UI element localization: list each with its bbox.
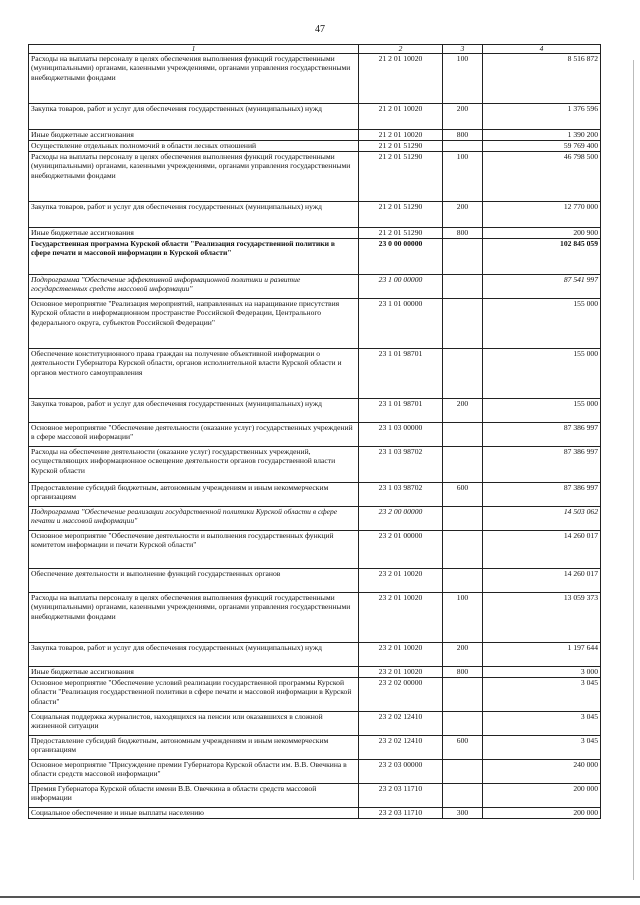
row-name: Расходы на обеспечение деятельности (оказание услуг) государственных учреждений, осуществляющих информационное освещение деятельности органов государственной власти Курской области [29, 447, 359, 483]
table-row [29, 299, 601, 349]
row-expense-type: 100 [443, 593, 483, 643]
row-amount: 200 000 [483, 784, 601, 808]
row-expense-type: 600 [443, 483, 483, 507]
row-amount: 1 390 200 [483, 130, 601, 141]
row-amount: 240 000 [483, 760, 601, 784]
row-code: 23 1 01 98701 [359, 399, 443, 423]
row-expense-type [443, 531, 483, 569]
row-amount: 87 386 997 [483, 447, 601, 483]
row-name: Закупка товаров, работ и услуг для обеспечения государственных (муниципальных) нужд [29, 104, 359, 130]
header-col-name: 1 [29, 45, 359, 54]
row-code: 23 2 01 10020 [359, 593, 443, 643]
row-code: 23 1 03 98702 [359, 447, 443, 483]
row-name: Осуществление отдельных полномочий в области лесных отношений [29, 141, 359, 152]
row-amount: 12 770 000 [483, 202, 601, 228]
row-expense-type [443, 712, 483, 736]
row-amount: 155 000 [483, 399, 601, 423]
row-expense-type: 300 [443, 808, 483, 819]
row-code: 21 2 01 10020 [359, 130, 443, 141]
row-name: Предоставление субсидий бюджетным, автономным учреждениям и иным некоммерческим организациям [29, 483, 359, 507]
header-col-vr: 3 [443, 45, 483, 54]
row-amount: 200 900 [483, 228, 601, 239]
row-code: 23 2 02 12410 [359, 712, 443, 736]
row-name: Социальная поддержка журналистов, находящихся на пенсии или оказавшихся в сложной жизненной ситуации [29, 712, 359, 736]
table-row [29, 423, 601, 447]
row-name: Обеспечение конституционного права граждан на получение объективной информации о деятельности Губернатора Курской области, органов исполнительной власти Курской области и органов местного самоуправления [29, 349, 359, 399]
row-amount: 3 000 [483, 667, 601, 678]
row-name: Премия Губернатора Курской области имени В.В. Овечкина в области средств массовой информации [29, 784, 359, 808]
table-row [29, 736, 601, 760]
row-name: Основное мероприятие "Обеспечение деятельности и выполнения государственных функций комитетом информации и печати Курской области" [29, 531, 359, 569]
table-row [29, 531, 601, 569]
row-code: 23 2 00 00000 [359, 507, 443, 531]
table-row [29, 507, 601, 531]
row-name: Государственная программа Курской области "Реализация государственной политики в сфере печати и массовой информации в Курской области" [29, 239, 359, 275]
row-code: 21 2 01 51290 [359, 228, 443, 239]
row-amount: 3 045 [483, 712, 601, 736]
row-name: Основное мероприятие "Обеспечение деятельности (оказание услуг) государственных учреждений в сфере массовой информации" [29, 423, 359, 447]
row-amount: 155 000 [483, 299, 601, 349]
row-name: Подпрограмма "Обеспечение реализации государственной политики Курской области в сфере печати и массовой информации" [29, 507, 359, 531]
row-amount: 155 000 [483, 349, 601, 399]
row-code: 23 1 03 98702 [359, 483, 443, 507]
row-name: Обеспечение деятельности и выполнение функций государственных органов [29, 569, 359, 593]
table-row [29, 54, 601, 104]
row-expense-type: 800 [443, 667, 483, 678]
row-amount: 14 260 017 [483, 569, 601, 593]
row-code: 23 1 03 00000 [359, 423, 443, 447]
row-name: Расходы на выплаты персоналу в целях обеспечения выполнения функций государственными (муниципальными) органами, казенными учреждениями, органами управления государственными внебюджетными фондами [29, 593, 359, 643]
table-row [29, 349, 601, 399]
row-expense-type: 200 [443, 399, 483, 423]
row-amount: 87 386 997 [483, 423, 601, 447]
row-amount: 14 503 062 [483, 507, 601, 531]
row-code: 23 2 01 10020 [359, 569, 443, 593]
table-row [29, 399, 601, 423]
row-name: Основное мероприятие "Обеспечение условий реализации государственной программы Курской области "Реализация государственной политики в сфере печати и массовой информации в Курской области" [29, 678, 359, 712]
row-expense-type: 100 [443, 152, 483, 202]
row-amount: 46 798 500 [483, 152, 601, 202]
table-row [29, 808, 601, 819]
row-expense-type [443, 141, 483, 152]
row-expense-type: 600 [443, 736, 483, 760]
row-expense-type: 800 [443, 228, 483, 239]
row-amount: 200 000 [483, 808, 601, 819]
row-amount: 87 541 997 [483, 275, 601, 299]
header-col-code: 2 [359, 45, 443, 54]
row-amount: 8 516 872 [483, 54, 601, 104]
row-code: 23 2 02 00000 [359, 678, 443, 712]
row-code: 23 2 03 11710 [359, 808, 443, 819]
scan-edge-line [0, 896, 640, 898]
row-name: Основное мероприятие "Реализация мероприятий, направленных на наращивание присутствия Курской области в информационном пространстве Российской Федерации, Центрального федерального округа, субъектов Российской Федерации" [29, 299, 359, 349]
table-row [29, 275, 601, 299]
row-code: 23 2 03 11710 [359, 784, 443, 808]
table-header-row [29, 45, 601, 54]
table-row [29, 643, 601, 667]
row-code: 21 2 01 51290 [359, 141, 443, 152]
row-code: 23 1 01 00000 [359, 299, 443, 349]
row-expense-type [443, 275, 483, 299]
table-row [29, 678, 601, 712]
row-name: Иные бюджетные ассигнования [29, 130, 359, 141]
table-row [29, 141, 601, 152]
row-expense-type [443, 423, 483, 447]
table-row [29, 130, 601, 141]
table-row [29, 447, 601, 483]
row-code: 23 1 01 98701 [359, 349, 443, 399]
table-row [29, 712, 601, 736]
row-expense-type [443, 447, 483, 483]
row-code: 21 2 01 51290 [359, 152, 443, 202]
row-expense-type [443, 349, 483, 399]
row-name: Иные бюджетные ассигнования [29, 667, 359, 678]
row-amount: 102 845 059 [483, 239, 601, 275]
table-row [29, 667, 601, 678]
row-expense-type [443, 760, 483, 784]
row-code: 23 0 00 00000 [359, 239, 443, 275]
row-code: 23 2 02 12410 [359, 736, 443, 760]
row-amount: 3 045 [483, 678, 601, 712]
row-expense-type [443, 784, 483, 808]
row-expense-type: 200 [443, 202, 483, 228]
row-expense-type [443, 569, 483, 593]
row-amount: 1 376 596 [483, 104, 601, 130]
row-name: Предоставление субсидий бюджетным, автономным учреждениям и иным некоммерческим организациям [29, 736, 359, 760]
row-name: Иные бюджетные ассигнования [29, 228, 359, 239]
table-row [29, 228, 601, 239]
header-col-amount: 4 [483, 45, 601, 54]
row-name: Закупка товаров, работ и услуг для обеспечения государственных (муниципальных) нужд [29, 399, 359, 423]
table-row [29, 202, 601, 228]
row-expense-type: 100 [443, 54, 483, 104]
row-expense-type [443, 299, 483, 349]
row-name: Расходы на выплаты персоналу в целях обеспечения выполнения функций государственными (муниципальными) органами, казенными учреждениями, органами управления государственными внебюджетными фондами [29, 54, 359, 104]
row-amount: 3 045 [483, 736, 601, 760]
row-name: Подпрограмма "Обеспечение эффективной информационной политики и развитие государственных средств массовой информации" [29, 275, 359, 299]
row-expense-type [443, 239, 483, 275]
row-amount: 1 197 644 [483, 643, 601, 667]
row-amount: 59 769 400 [483, 141, 601, 152]
row-code: 21 2 01 51290 [359, 202, 443, 228]
table-row [29, 104, 601, 130]
table-row [29, 483, 601, 507]
row-expense-type [443, 507, 483, 531]
row-name: Социальное обеспечение и иные выплаты населению [29, 808, 359, 819]
budget-table [28, 44, 601, 819]
row-name: Закупка товаров, работ и услуг для обеспечения государственных (муниципальных) нужд [29, 202, 359, 228]
row-code: 23 1 00 00000 [359, 275, 443, 299]
row-name: Закупка товаров, работ и услуг для обеспечения государственных (муниципальных) нужд [29, 643, 359, 667]
table-row [29, 569, 601, 593]
row-code: 21 2 01 10020 [359, 54, 443, 104]
table-row [29, 593, 601, 643]
table-row [29, 152, 601, 202]
row-expense-type: 200 [443, 104, 483, 130]
row-name: Основное мероприятие "Присуждение премии Губернатора Курской области им. В.В. Овечкина в области средств массовой информации" [29, 760, 359, 784]
row-amount: 87 386 997 [483, 483, 601, 507]
scan-right-edge [633, 60, 634, 880]
page-number: 47 [315, 24, 325, 35]
row-expense-type: 200 [443, 643, 483, 667]
row-amount: 14 260 017 [483, 531, 601, 569]
row-amount: 13 059 373 [483, 593, 601, 643]
row-code: 23 2 03 00000 [359, 760, 443, 784]
table-body [29, 54, 601, 819]
row-code: 23 2 01 10020 [359, 667, 443, 678]
table-row [29, 239, 601, 275]
row-expense-type: 800 [443, 130, 483, 141]
table-row [29, 784, 601, 808]
row-code: 23 2 01 00000 [359, 531, 443, 569]
row-name: Расходы на выплаты персоналу в целях обеспечения выполнения функций государственными (муниципальными) органами, казенными учреждениями, органами управления государственными внебюджетными фондами [29, 152, 359, 202]
row-code: 21 2 01 10020 [359, 104, 443, 130]
row-expense-type [443, 678, 483, 712]
table-row [29, 760, 601, 784]
row-code: 23 2 01 10020 [359, 643, 443, 667]
